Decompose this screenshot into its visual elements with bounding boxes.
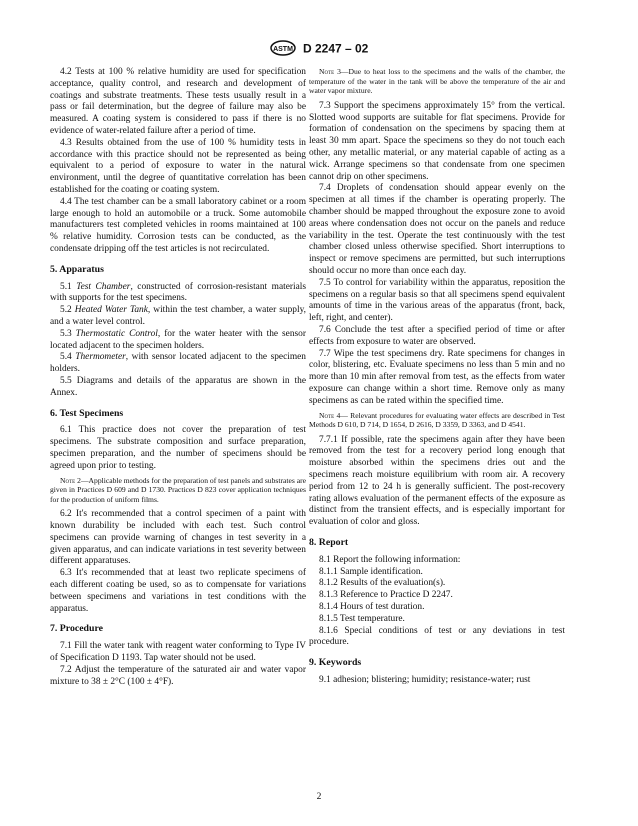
paragraph-7-2: 7.2 Adjust the temperature of the saturated air and water vapor mixture to 38 ± 2°C (100 ± 4°F). [50,664,306,687]
paragraph-7-6: 7.6 Conclude the test after a specified period of time or after effects from exposure to water are observed. [309,324,565,347]
section-heading-keywords: 9. Keywords [309,657,362,669]
paragraph-5-1: 5.1 Test Chamber, constructed of corrosion-resistant materials with supports for the test specimens. [50,281,307,304]
paragraph-8-1-5: 8.1.5 Test temperature. [319,613,405,624]
note-2: Note 2—Applicable methods for the preparation of test panels and substrates are given in Practices D 609 and D 1730. Practices D 823 cover application techniques for the production of uniform films. [50,475,306,504]
left-column [50,67,306,688]
note-4: Note 4— Relevant procedures for evaluating water effects are described in Test Methods D 610, D 714, D 1654, D 2616, D 3359, D 3363, and D 4541. [309,410,565,430]
section-heading-test-specimens: 6. Test Specimens [50,407,124,419]
page-number: 2 [316,792,322,802]
paragraph-8-1-6: 8.1.6 Special conditions of test or any deviations in test procedure. [309,625,565,648]
paragraph-7-3: 7.3 Support the specimens approximately 15° from the vertical. Slotted wood supports are suitable for flat specimens. Provide for formation of condensation on the specimens by spacing them at least 30 mm apart. Space the specimens so they do not touch each other, any metallic material, or any material capable of acting as a wick. Arrange specimens so that condensate from one specimen cannot drip on other specimens. [309,100,565,182]
paragraph-7-4: 7.4 Droplets of condensation should appear evenly on the specimen at all times if the chamber is operating properly. The chamber should be mapped throughout the exposure zone to avoid areas where condensation does not occur on the panels and reduce variability in the test. Operate the test continuously with the test chamber closed unless otherwise specified. Short interruptions to inspect or remove specimens are permitted, but such interruptions should occur no more than once each day. [309,183,565,276]
paragraph-6-3: 6.3 It's recommended that at least two replicate specimens of each different coating be used, so as to compensate for variations between specimens and variations in test conditions with the apparatus. [50,568,306,614]
standard-designation: D 2247 – 02 [302,41,369,56]
paragraph-5-5: 5.5 Diagrams and details of the apparatus are shown in the Annex. [50,375,306,398]
paragraph-9-1: 9.1 adhesion; blistering; humidity; resistance-water; rust [319,675,531,686]
paragraph-5-4: 5.4 Thermometer, with sensor located adjacent to the specimen holders. [50,352,306,375]
paragraph-8-1-2: 8.1.2 Results of the evaluation(s). [319,578,446,589]
paragraph-8-1-1: 8.1.1 Sample identification. [319,566,423,577]
paragraph-8-1: 8.1 Report the following information: [319,554,461,565]
paragraph-4-3: 4.3 Results obtained from the use of 100 % humidity tests in accordance with this practice should not be represented as being equivalent to a period of exposure to water in the natural environment, until the degree of quantitative correlation has been established for the coating or coating system. [50,137,306,195]
section-heading-apparatus: 5. Apparatus [50,263,104,275]
paragraph-7-7-1: 7.7.1 If possible, rate the specimens again after they have been removed from the test for a recovery period long enough that moisture absorbed within the specimens dries out and the specimens reach moisture equilibrium with room air. A recovery period from 12 to 24 h is generally sufficient. The post-recovery rating allows evaluation of the permanent effects of the exposure as distinct from the transient effects, and is especially important for evaluation of color and gloss. [309,434,565,528]
paragraph-5-3: 5.3 Thermostatic Control, for the water heater with the sensor located adjacent to the specimen holders. [50,328,306,351]
section-heading-report: 8. Report [309,537,349,549]
paragraph-7-7: 7.7 Wipe the test specimens dry. Rate specimens for changes in color, blistering, etc. Evaluate specimens no less than 5 min and no more than 10 min after removal from test, as the effects from water exposure can change within a short time. Remove only as many specimens as can be rated within the specified time. [309,348,565,406]
paragraph-4-2: 4.2 Tests at 100 % relative humidity are used for specification acceptance, quality control, and research and development of coatings and substrate treatments. These tests usually result in a pass or fail determination, but the degree of failure may also be measured. A coating system is considered to pass if there is no evidence of water-related failure after a period of time. [50,67,306,136]
paragraph-8-1-4: 8.1.4 Hours of test duration. [319,602,425,613]
astm-logo-icon [270,40,296,59]
paragraph-4-4: 4.4 The test chamber can be a small laboratory cabinet or a room large enough to hold an automobile or a truck. Some automobile manufacturers test completed vehicles in rooms maintained at 100 % relative humidity. Corrosion tests can be conducted, as the condensate dripping off the test articles is not recirculated. [50,196,306,254]
page-header [0,40,638,59]
note-3: Note 3—Due to heat loss to the specimens and the walls of the chamber, the temperature of the water in the tank will be above the temperature of the air and water vapor mixture. [309,67,565,96]
paragraph-6-2: 6.2 It's recommended that a control specimen of a paint with known durability be included with each test. Such control specimens can provide warning of changes in test severity in a given apparatus, and can indicate variations in test severity between different apparatuses. [50,509,306,567]
paragraph-7-5: 7.5 To control for variability within the apparatus, reposition the specimens on a regular basis so that all specimens spend equivalent amounts of time in the various areas of the apparatus (front, back, left, right, and center). [309,277,565,324]
section-heading-procedure: 7. Procedure [50,623,103,635]
paragraph-8-1-3: 8.1.3 Reference to Practice D 2247. [319,590,453,601]
right-column [309,67,565,687]
paragraph-6-1: 6.1 This practice does not cover the preparation of test specimens. The substrate composition and surface preparation, specimen preparation, and the number of specimens should be agreed upon prior to testing. [50,425,306,471]
paragraph-7-1: 7.1 Fill the water tank with reagent water conforming to Type IV of Specification D 1193. Tap water should not be used. [50,641,306,664]
svg-text:ASTM: ASTM [272,46,293,53]
paragraph-5-2: 5.2 Heated Water Tank, within the test chamber, a water supply, and a water level control. [50,305,307,327]
